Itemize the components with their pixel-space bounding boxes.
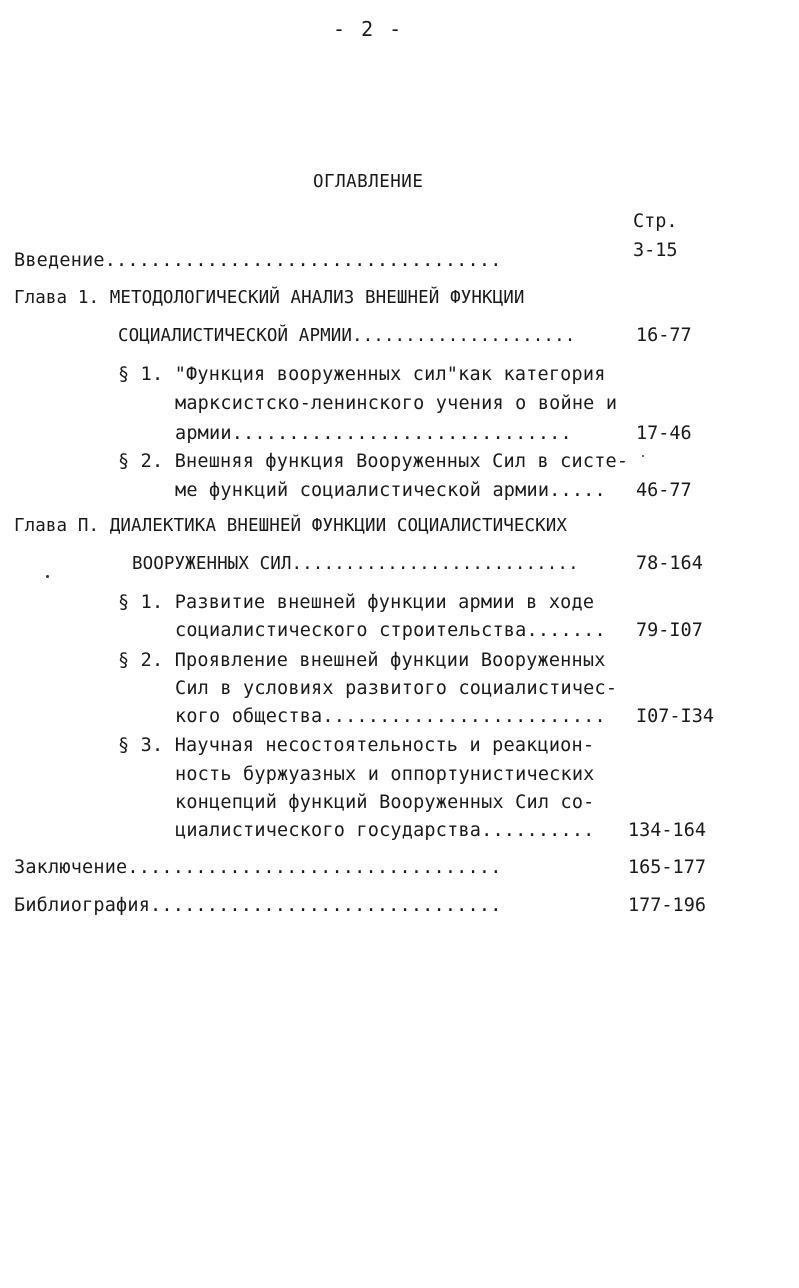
toc-entry-ch1-sec1-line3[interactable]: армии..............................: [175, 423, 572, 444]
toc-title: ОГЛАВЛЕНИЕ: [313, 172, 424, 192]
toc-entry-chapter2-line2[interactable]: ВООРУЖЕННЫХ СИЛ...........................: [132, 554, 579, 574]
toc-entry-introduction[interactable]: Введение...................................: [14, 250, 502, 271]
toc-entry-ch2-sec2-line2[interactable]: Сил в условиях развитого социалистичес-: [175, 678, 618, 699]
scan-speck: [642, 455, 644, 457]
toc-entry-ch2-sec1-line2[interactable]: социалистического строительства.......: [175, 620, 606, 641]
toc-pages-ch1-sec1: 17-46: [636, 423, 692, 444]
toc-pages-ch2-sec3: 134-164: [628, 820, 706, 841]
toc-pages-ch2-sec1: 79-I07: [636, 620, 703, 641]
toc-entry-ch2-sec3-line2[interactable]: ность буржуазных и оппортунистических: [175, 764, 595, 785]
toc-entry-ch2-sec3-line4[interactable]: циалистического государства..........: [175, 820, 595, 841]
toc-pages-ch2-sec2: I07-I34: [636, 706, 714, 727]
toc-pages-chapter1: 16-77: [636, 325, 692, 346]
toc-entry-conclusion[interactable]: Заключение.................................: [14, 857, 502, 878]
scan-speck: [46, 575, 49, 578]
toc-entry-chapter2-line1[interactable]: Глава П. ДИАЛЕКТИКА ВНЕШНЕЙ ФУНКЦИИ СОЦИАЛИСТИЧЕСКИХ: [14, 516, 568, 536]
page-column-label: Стр.: [633, 211, 678, 232]
toc-entry-ch1-sec2-line1[interactable]: § 2. Внешняя функция Вооруженных Сил в систе-: [118, 451, 629, 472]
page-number: - 2 -: [333, 17, 404, 41]
toc-entry-ch1-sec1-line2[interactable]: марксистско-ленинского учения о войне и: [175, 393, 618, 414]
toc-entry-ch1-sec1-line1[interactable]: § 1. "Функция вооруженных сил"как категория: [118, 364, 606, 385]
toc-pages-bibliography: 177-196: [628, 895, 706, 916]
toc-entry-ch2-sec3-line1[interactable]: § 3. Научная несостоятельность и реакцион-: [118, 735, 595, 756]
toc-entry-ch1-sec2-line2[interactable]: ме функций социалистической армии.....: [175, 480, 606, 501]
toc-pages-introduction: 3-15: [633, 240, 678, 261]
toc-entry-ch2-sec1-line1[interactable]: § 1. Развитие внешней функции армии в ходе: [118, 592, 595, 613]
toc-entry-ch2-sec2-line1[interactable]: § 2. Проявление внешней функции Вооруженных: [118, 650, 606, 671]
toc-entry-ch2-sec2-line3[interactable]: кого общества.........................: [175, 706, 606, 727]
toc-pages-chapter2: 78-164: [636, 553, 703, 574]
toc-entry-chapter1-line2[interactable]: СОЦИАЛИСТИЧЕСКОЙ АРМИИ.....................: [118, 326, 576, 346]
toc-entry-chapter1-line1[interactable]: Глава 1. МЕТОДОЛОГИЧЕСКИЙ АНАЛИЗ ВНЕШНЕЙ ФУНКЦИИ: [14, 288, 525, 308]
toc-entry-ch2-sec3-line3[interactable]: концепций функций Вооруженных Сил со-: [175, 792, 595, 813]
toc-pages-ch1-sec2: 46-77: [636, 480, 692, 501]
toc-pages-conclusion: 165-177: [628, 857, 706, 878]
toc-entry-bibliography[interactable]: Библиография...............................: [14, 895, 502, 916]
